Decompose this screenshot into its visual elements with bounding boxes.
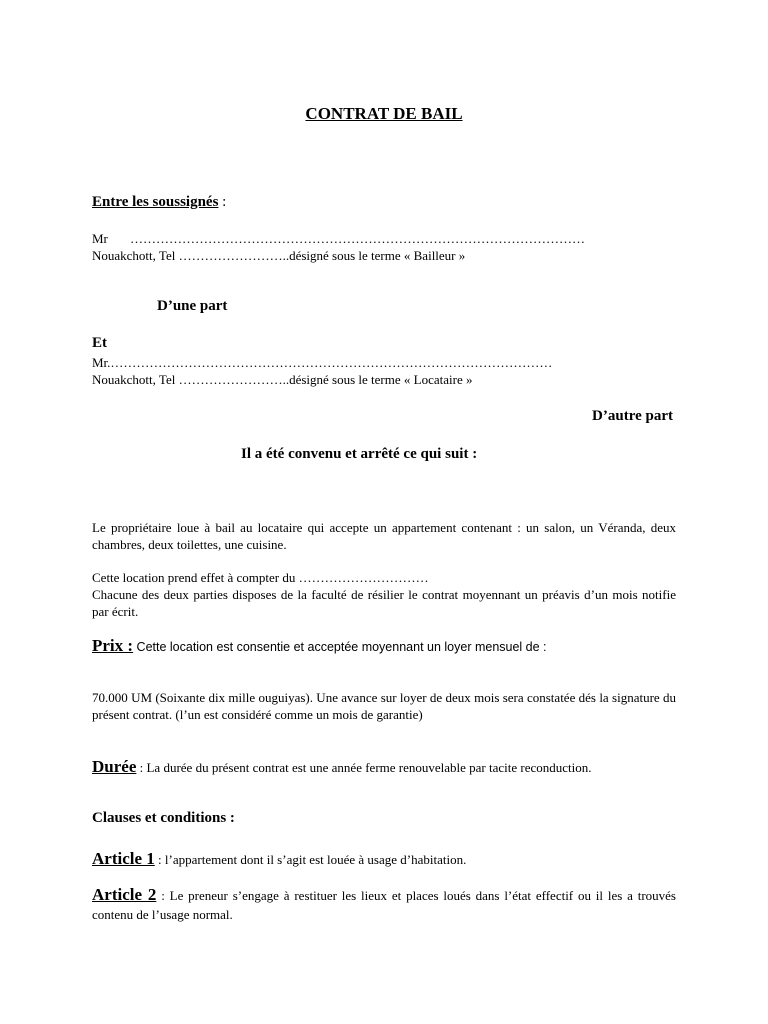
locataire-line: Nouakchott, Tel ……………………..désigné sous le terme « Locataire » — [92, 372, 473, 387]
effect-date-line: Cette location prend effet à compter du ………………………… — [92, 570, 429, 585]
prix-text: Cette location est consentie et acceptée moyennant un loyer mensuel de : — [133, 640, 547, 654]
article-2-colon: : — [156, 888, 165, 903]
parties-intro-label: Entre les soussignés — [92, 194, 219, 210]
article-2 — [92, 885, 676, 924]
paragraph-resiliation: Chacune des deux parties disposes de la faculté de résilier le contrat moyennant un préavis d’un mois notifie par écrit. — [92, 587, 676, 619]
article-1-colon: : — [154, 852, 162, 867]
article-1 — [92, 849, 466, 869]
parties-intro — [92, 194, 226, 211]
clauses-heading: Clauses et conditions : — [92, 810, 235, 826]
prix-line — [92, 636, 547, 656]
paragraph-description: Le propriétaire loue à bail au locataire qui accepte un appartement contenant : un salon, un Véranda, deux chambres, deux toilettes, une cuisine. — [92, 520, 676, 552]
dautre-part: D’autre part — [592, 408, 673, 424]
mr1-line — [92, 230, 585, 247]
mr1-dots: …………………………………………………………………………………………… — [130, 231, 585, 246]
dune-part: D’une part — [157, 298, 228, 314]
convenu-heading: Il a été convenu et arrêté ce qui suit : — [241, 446, 478, 462]
article-1-text: l’appartement dont il s’agit est louée à usage d’habitation. — [161, 852, 467, 867]
bailleur-line: Nouakchott, Tel ……………………..désigné sous le terme « Bailleur » — [92, 248, 466, 263]
mr2-line: Mr.………………………………………………………………………………………… — [92, 355, 553, 370]
duree-text: : La durée du présent contrat est une année ferme renouvelable par tacite reconduction. — [136, 760, 592, 775]
et-label: Et — [92, 335, 107, 351]
mr1-label: Mr — [92, 231, 108, 246]
duree-label: Durée — [92, 757, 137, 776]
article-2-text: Le preneur s’engage à restituer les lieux et places loués dans l’état effectif ou il les a trouvés contenu de l’usage normal. — [92, 888, 676, 922]
prix-label: Prix : — [92, 636, 134, 655]
duree-paragraph — [92, 757, 676, 777]
article-2-label: Article 2 — [92, 885, 157, 904]
paragraph-amount: 70.000 UM (Soixante dix mille ouguiyas). Une avance sur loyer de deux mois sera constatée dés la signature du présent contrat. (l’un est considéré comme un mois de garantie) — [92, 690, 676, 722]
parties-intro-colon: : — [218, 194, 227, 210]
article-1-label: Article 1 — [92, 849, 155, 868]
document-title: CONTRAT DE BAIL — [305, 104, 463, 123]
